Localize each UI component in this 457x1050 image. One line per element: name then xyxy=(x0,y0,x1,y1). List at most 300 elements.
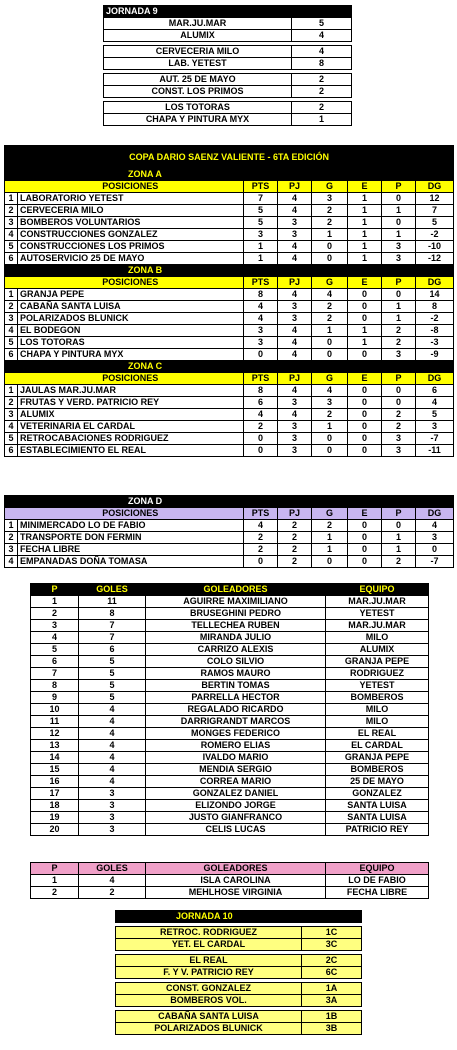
stat-cell: 5 xyxy=(5,433,18,445)
team: BOMBEROS xyxy=(326,692,429,704)
scorer-row xyxy=(31,776,429,788)
stat-cell: 0 xyxy=(348,556,382,568)
stat-cell: 4 xyxy=(278,349,312,361)
stat-cell: 0 xyxy=(382,193,416,205)
stat-cell: 2 xyxy=(278,520,312,532)
stat-cell: 0 xyxy=(348,532,382,544)
goals: 7 xyxy=(79,632,146,644)
column-header: DG xyxy=(416,277,454,289)
goals: 5 xyxy=(79,680,146,692)
standings-row xyxy=(5,205,454,217)
rank: 17 xyxy=(31,788,79,800)
scorer-row xyxy=(31,680,429,692)
player-name: COLO SILVIO xyxy=(146,656,326,668)
team-name: EL REAL xyxy=(116,955,302,967)
stat-cell: 4 xyxy=(416,397,454,409)
stat-cell: 2 xyxy=(5,397,18,409)
team-name: CERVECERIA MILO xyxy=(104,46,292,58)
standings-row xyxy=(5,193,454,205)
stat-cell: 0 xyxy=(244,433,278,445)
stat-cell: 1 xyxy=(348,325,382,337)
scorer-row xyxy=(31,752,429,764)
stat-cell: 1 xyxy=(244,241,278,253)
stat-cell: 2 xyxy=(244,421,278,433)
scorer-row xyxy=(31,728,429,740)
team: BOMBEROS xyxy=(326,764,429,776)
stat-cell: 3 xyxy=(5,409,18,421)
jornada-10-table xyxy=(115,910,362,1035)
scorer-row xyxy=(31,824,429,836)
stat-cell: 0 xyxy=(348,397,382,409)
standings-row xyxy=(5,253,454,265)
stat-cell: 6 xyxy=(5,253,18,265)
zona-d-table xyxy=(4,495,454,568)
goals: 3 xyxy=(79,812,146,824)
stat-cell: 1 xyxy=(382,229,416,241)
column-header: POSICIONES xyxy=(18,181,244,193)
header-blank xyxy=(5,508,18,520)
stat-cell: 0 xyxy=(382,289,416,301)
stat-cell: 6 xyxy=(244,397,278,409)
column-header: POSICIONES xyxy=(18,373,244,385)
rank: 2 xyxy=(31,608,79,620)
stat-cell: 3 xyxy=(278,433,312,445)
stat-cell: 0 xyxy=(312,445,348,457)
rank: 5 xyxy=(31,644,79,656)
stat-cell: -7 xyxy=(416,433,454,445)
stat-cell: 0 xyxy=(348,409,382,421)
stat-cell: 2 xyxy=(5,301,18,313)
stat-cell: 3 xyxy=(416,532,454,544)
column-header: EQUIPO xyxy=(326,863,429,875)
stat-cell: 1 xyxy=(5,520,18,532)
team-name: GRANJA PEPE xyxy=(18,289,244,301)
scorer-row xyxy=(31,800,429,812)
player-name: ROMERO ELIAS xyxy=(146,740,326,752)
stat-cell: 3 xyxy=(312,193,348,205)
stat-cell: 4 xyxy=(244,520,278,532)
stat-cell: 5 xyxy=(416,409,454,421)
stat-cell: 7 xyxy=(244,193,278,205)
team-name: ALUMIX xyxy=(18,409,244,421)
stat-cell: 4 xyxy=(278,385,312,397)
stat-cell: 4 xyxy=(312,289,348,301)
column-header: POSICIONES xyxy=(18,277,244,289)
rank: 16 xyxy=(31,776,79,788)
column-header: P xyxy=(382,181,416,193)
player-name: ISLA CAROLINA xyxy=(146,875,326,887)
team-position: 6C xyxy=(302,967,362,979)
standings-row xyxy=(5,532,454,544)
stat-cell: 4 xyxy=(278,193,312,205)
team: LO DE FABIO xyxy=(326,875,429,887)
stat-cell: 1 xyxy=(348,241,382,253)
team-name: LAB. YETEST xyxy=(104,58,292,70)
player-name: TELLECHEA RUBEN xyxy=(146,620,326,632)
scorer-row xyxy=(31,608,429,620)
stat-cell: 2 xyxy=(312,301,348,313)
scorer-row xyxy=(31,620,429,632)
standings-row xyxy=(5,325,454,337)
player-name: BERTIN TOMAS xyxy=(146,680,326,692)
stat-cell: 1 xyxy=(312,421,348,433)
stat-cell: 3 xyxy=(278,445,312,457)
player-name: CARRIZO ALEXIS xyxy=(146,644,326,656)
stat-cell: 3 xyxy=(5,544,18,556)
stat-cell: 0 xyxy=(416,544,454,556)
team-name: AUT. 25 DE MAYO xyxy=(104,74,292,86)
stat-cell: 1 xyxy=(348,337,382,349)
stat-cell: 3 xyxy=(416,421,454,433)
team: GRANJA PEPE xyxy=(326,752,429,764)
scorer-row xyxy=(31,812,429,824)
team-name: RETROC. RODRIGUEZ xyxy=(116,927,302,939)
stat-cell: -9 xyxy=(416,349,454,361)
stat-cell: 2 xyxy=(278,532,312,544)
scorer-row xyxy=(31,692,429,704)
team-position: 3B xyxy=(302,1023,362,1035)
stat-cell: 2 xyxy=(312,313,348,325)
stat-cell: 2 xyxy=(312,520,348,532)
team: SANTA LUISA xyxy=(326,800,429,812)
match-row xyxy=(104,86,352,98)
team-position: 3A xyxy=(302,995,362,1007)
rank: 1 xyxy=(31,596,79,608)
stat-cell: 4 xyxy=(244,301,278,313)
stat-cell: 3 xyxy=(278,313,312,325)
column-header: E xyxy=(348,277,382,289)
stat-cell: 2 xyxy=(382,325,416,337)
standings-row xyxy=(5,556,454,568)
goals: 4 xyxy=(79,740,146,752)
stat-cell: 3 xyxy=(278,301,312,313)
team-name: CHAPA Y PINTURA MYX xyxy=(18,349,244,361)
zone-spacer xyxy=(5,265,18,277)
player-name: BRUSEGHINI PEDRO xyxy=(146,608,326,620)
stat-cell: 3 xyxy=(5,217,18,229)
team-name: AUTOSERVICIO 25 DE MAYO xyxy=(18,253,244,265)
match-row xyxy=(104,30,352,42)
fixture-row xyxy=(116,939,362,951)
scorer-row xyxy=(31,644,429,656)
column-header: P xyxy=(31,863,79,875)
stat-cell: 4 xyxy=(278,337,312,349)
goals: 4 xyxy=(79,728,146,740)
team-score: 4 xyxy=(292,46,352,58)
stat-cell: 4 xyxy=(312,385,348,397)
stat-cell: 4 xyxy=(5,556,18,568)
stat-cell: -8 xyxy=(416,325,454,337)
scorer-row xyxy=(31,875,429,887)
rank: 15 xyxy=(31,764,79,776)
stat-cell: -12 xyxy=(416,253,454,265)
stat-cell: 4 xyxy=(278,409,312,421)
column-header: POSICIONES xyxy=(18,508,244,520)
standings-row xyxy=(5,217,454,229)
match-row xyxy=(104,114,352,126)
goals: 3 xyxy=(79,800,146,812)
stat-cell: 7 xyxy=(416,205,454,217)
column-header: E xyxy=(348,373,382,385)
rank: 9 xyxy=(31,692,79,704)
stat-cell: 1 xyxy=(382,544,416,556)
match-row xyxy=(104,58,352,70)
stat-cell: -11 xyxy=(416,445,454,457)
team-name: MINIMERCADO LO DE FABIO xyxy=(18,520,244,532)
goals: 7 xyxy=(79,620,146,632)
team: MILO xyxy=(326,632,429,644)
stat-cell: 3 xyxy=(278,229,312,241)
standings-row xyxy=(5,301,454,313)
team-name: POLARIZADOS BLUNICK xyxy=(18,313,244,325)
team-name: ESTABLECIMIENTO EL REAL xyxy=(18,445,244,457)
stat-cell: 8 xyxy=(416,301,454,313)
stat-cell: 2 xyxy=(5,205,18,217)
goals: 4 xyxy=(79,776,146,788)
player-name: MEHLHOSE VIRGINIA xyxy=(146,887,326,899)
stat-cell: 0 xyxy=(244,556,278,568)
stat-cell: 2 xyxy=(312,217,348,229)
player-name: DARRIGRANDT MARCOS xyxy=(146,716,326,728)
stat-cell: 1 xyxy=(5,193,18,205)
rank: 1 xyxy=(31,875,79,887)
team-name: YET. EL CARDAL xyxy=(116,939,302,951)
stat-cell: 3 xyxy=(244,337,278,349)
team: 25 DE MAYO xyxy=(326,776,429,788)
column-header: GOLES xyxy=(79,863,146,875)
zone-spacer xyxy=(5,361,18,373)
team: EL REAL xyxy=(326,728,429,740)
team-name: TRANSPORTE DON FERMIN xyxy=(18,532,244,544)
team-name: RETROCABACIONES RODRIGUEZ xyxy=(18,433,244,445)
scorer-row xyxy=(31,716,429,728)
team: PATRICIO REY xyxy=(326,824,429,836)
stat-cell: 4 xyxy=(278,241,312,253)
stat-cell: 0 xyxy=(348,433,382,445)
column-header: G xyxy=(312,508,348,520)
stat-cell: 1 xyxy=(348,229,382,241)
stat-cell: 0 xyxy=(382,385,416,397)
stat-cell: 4 xyxy=(244,409,278,421)
team: YETEST xyxy=(326,680,429,692)
column-header: E xyxy=(348,181,382,193)
team: MILO xyxy=(326,716,429,728)
team-position: 1A xyxy=(302,983,362,995)
standings-row xyxy=(5,544,454,556)
stat-cell: 1 xyxy=(5,385,18,397)
match-row xyxy=(104,74,352,86)
header-blank xyxy=(5,277,18,289)
standings-row xyxy=(5,433,454,445)
match-row xyxy=(104,18,352,30)
goals: 4 xyxy=(79,752,146,764)
fixture-row xyxy=(116,927,362,939)
stat-cell: 5 xyxy=(416,217,454,229)
rank: 3 xyxy=(31,620,79,632)
stat-cell: 5 xyxy=(244,205,278,217)
column-header: PJ xyxy=(278,373,312,385)
rank: 4 xyxy=(31,632,79,644)
stat-cell: 1 xyxy=(312,532,348,544)
column-header: G xyxy=(312,277,348,289)
zone-spacer xyxy=(5,169,18,181)
stat-cell: 1 xyxy=(348,217,382,229)
stat-cell: 2 xyxy=(5,532,18,544)
stat-cell: 0 xyxy=(348,421,382,433)
team-score: 1 xyxy=(292,114,352,126)
goals: 5 xyxy=(79,692,146,704)
column-header: PJ xyxy=(278,277,312,289)
player-name: ELIZONDO JORGE xyxy=(146,800,326,812)
stat-cell: 5 xyxy=(5,337,18,349)
stat-cell: 1 xyxy=(5,289,18,301)
stat-cell: 8 xyxy=(244,385,278,397)
rank: 12 xyxy=(31,728,79,740)
stat-cell: 14 xyxy=(416,289,454,301)
column-header: GOLEADORES xyxy=(146,863,326,875)
stat-cell: 0 xyxy=(244,445,278,457)
jornada-9-title: JORNADA 9 xyxy=(104,6,352,18)
scorer-row xyxy=(31,740,429,752)
goleadoras-table xyxy=(30,862,429,899)
player-name: PARRELLA HECTOR xyxy=(146,692,326,704)
stat-cell: 2 xyxy=(244,532,278,544)
stat-cell: 2 xyxy=(382,337,416,349)
goals: 6 xyxy=(79,644,146,656)
column-header: P xyxy=(382,373,416,385)
stat-cell: 3 xyxy=(278,217,312,229)
team-name: FECHA LIBRE xyxy=(18,544,244,556)
stat-cell: 3 xyxy=(244,325,278,337)
column-header: PTS xyxy=(244,277,278,289)
standings-row xyxy=(5,385,454,397)
stat-cell: 2 xyxy=(278,544,312,556)
player-name: MENDIA SERGIO xyxy=(146,764,326,776)
column-header: P xyxy=(382,277,416,289)
team-name: CERVECERIA MILO xyxy=(18,205,244,217)
stat-cell: 12 xyxy=(416,193,454,205)
team: RODRIGUEZ xyxy=(326,668,429,680)
stat-cell: 0 xyxy=(348,289,382,301)
player-name: RAMOS MAURO xyxy=(146,668,326,680)
rank: 14 xyxy=(31,752,79,764)
team-name: LABORATORIO YETEST xyxy=(18,193,244,205)
column-header: G xyxy=(312,181,348,193)
team-name: CONST. LOS PRIMOS xyxy=(104,86,292,98)
stat-cell: 1 xyxy=(348,193,382,205)
stat-cell: 3 xyxy=(382,445,416,457)
team-name: CABAÑA SANTA LUISA xyxy=(18,301,244,313)
player-name: MIRANDA JULIO xyxy=(146,632,326,644)
standings-row xyxy=(5,313,454,325)
stat-cell: 0 xyxy=(382,217,416,229)
team-name: FRUTAS Y VERD. PATRICIO REY xyxy=(18,397,244,409)
team-score: 5 xyxy=(292,18,352,30)
standings-row xyxy=(5,445,454,457)
column-header: P xyxy=(382,508,416,520)
stat-cell: 0 xyxy=(348,349,382,361)
team-name: F. Y V. PATRICIO REY xyxy=(116,967,302,979)
stat-cell: 4 xyxy=(5,421,18,433)
stat-cell: 0 xyxy=(312,349,348,361)
stat-cell: 3 xyxy=(382,241,416,253)
standings-row xyxy=(5,349,454,361)
stat-cell: 3 xyxy=(244,229,278,241)
header-blank xyxy=(5,181,18,193)
team-name: EL BODEGON xyxy=(18,325,244,337)
standings-row xyxy=(5,409,454,421)
team: MAR.JU.MAR xyxy=(326,620,429,632)
column-header: GOLES xyxy=(79,584,146,596)
goals: 4 xyxy=(79,875,146,887)
stat-cell: 5 xyxy=(244,217,278,229)
stat-cell: 2 xyxy=(382,409,416,421)
team: FECHA LIBRE xyxy=(326,887,429,899)
stat-cell: 0 xyxy=(382,397,416,409)
stat-cell: 2 xyxy=(312,205,348,217)
stat-cell: 6 xyxy=(416,385,454,397)
stat-cell: 2 xyxy=(278,556,312,568)
stat-cell: -3 xyxy=(416,337,454,349)
rank: 10 xyxy=(31,704,79,716)
stat-cell: 8 xyxy=(244,289,278,301)
fixture-row xyxy=(116,1023,362,1035)
team-name: LOS TOTORAS xyxy=(18,337,244,349)
stat-cell: 3 xyxy=(382,253,416,265)
stat-cell: -2 xyxy=(416,229,454,241)
stat-cell: 0 xyxy=(348,544,382,556)
match-row xyxy=(104,46,352,58)
stat-cell: 4 xyxy=(5,325,18,337)
player-name: CORREA MARIO xyxy=(146,776,326,788)
copa-table xyxy=(4,145,454,457)
team-name: BOMBEROS VOL. xyxy=(116,995,302,1007)
team-position: 2C xyxy=(302,955,362,967)
stat-cell: 0 xyxy=(348,301,382,313)
standings-row xyxy=(5,337,454,349)
stat-cell: 0 xyxy=(312,253,348,265)
stat-cell: 3 xyxy=(5,313,18,325)
team: MAR.JU.MAR xyxy=(326,596,429,608)
player-name: GONZALEZ DANIEL xyxy=(146,788,326,800)
team-name: LOS TOTORAS xyxy=(104,102,292,114)
team-score: 2 xyxy=(292,86,352,98)
column-header: EQUIPO xyxy=(326,584,429,596)
rank: 11 xyxy=(31,716,79,728)
stat-cell: 0 xyxy=(348,445,382,457)
team-score: 8 xyxy=(292,58,352,70)
column-header: PTS xyxy=(244,373,278,385)
team-score: 4 xyxy=(292,30,352,42)
team-score: 2 xyxy=(292,102,352,114)
team-name: EMPANADAS DOÑA TOMASA xyxy=(18,556,244,568)
standings-row xyxy=(5,397,454,409)
stat-cell: 1 xyxy=(382,532,416,544)
stat-cell: 0 xyxy=(312,337,348,349)
team-name: CHAPA Y PINTURA MYX xyxy=(104,114,292,126)
rank: 2 xyxy=(31,887,79,899)
stat-cell: 3 xyxy=(278,421,312,433)
stat-cell: 4 xyxy=(244,313,278,325)
column-header: DG xyxy=(416,508,454,520)
player-name: AGUIRRE MAXIMILIANO xyxy=(146,596,326,608)
stat-cell: 3 xyxy=(382,349,416,361)
player-name: CELIS LUCAS xyxy=(146,824,326,836)
stat-cell: 1 xyxy=(382,301,416,313)
header-blank xyxy=(5,373,18,385)
stat-cell: 2 xyxy=(244,544,278,556)
standings-row xyxy=(5,421,454,433)
